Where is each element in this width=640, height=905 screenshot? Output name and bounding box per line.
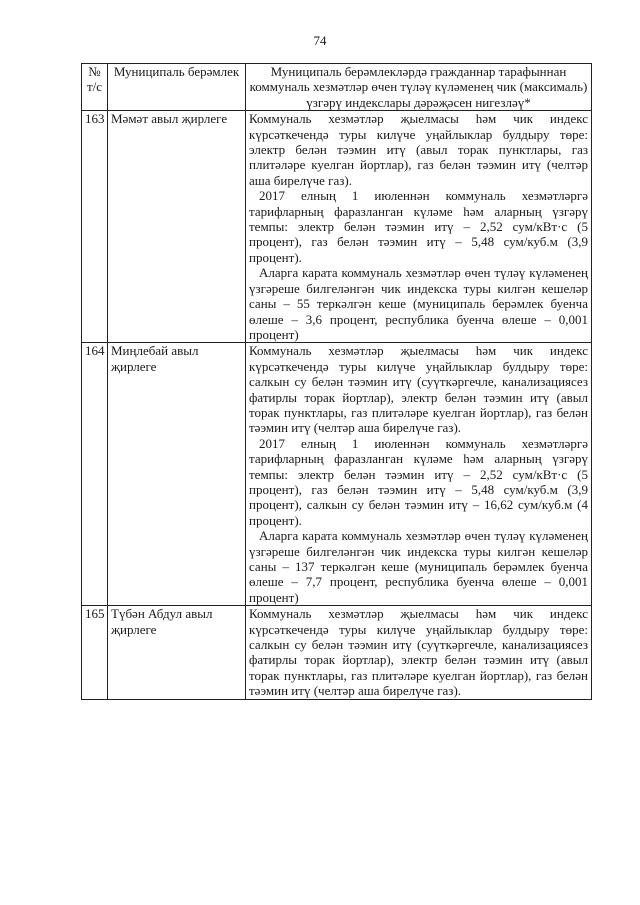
page-number: 74 (313, 33, 327, 48)
row-paragraph: 2017 елның 1 июленнән коммуналь хезмәтләргә тарифларның фаразланган күләме һәм аларның үзгәрү темпы: электр белән тәэмин итү – 2,52 сум/кВт·с (5 процент), газ белән тәэмин итү – 5,48 сум/куб.м (3,9 процент), салкын су белән тәэмин итү – 16,62 сум/куб.м (4 процент). (249, 435, 588, 528)
header-indices: Муниципаль берәмлекләрдә гражданнар тарафыннан коммуналь хезмәтләр өчен түләү күләменең чик (максималь) үзгәрү индекслары дәрәҗәсен нигезләү* (246, 64, 592, 111)
row-paragraph: Коммуналь хезмәтләр җыелмасы һәм чик индекс күрсәткечендә туры килүче уңайлыклар булдыру төре: салкын су белән тәэмин итү (суүткәргечле, канализациясез фатирлы торак йортлар), электр белән тәэмин итү (авыл торак пунктлары, газ плитәләре куелган йортлар), газ белән тәэмин итү (челтәр аша бирелүче газ). (249, 343, 588, 436)
header-number: № т/с (82, 64, 108, 111)
row-content (246, 111, 592, 343)
row-number: 165 (82, 606, 108, 699)
row-municipality: Мәмәт авыл җирлеге (108, 111, 246, 343)
row-content (246, 606, 592, 699)
row-paragraph: Аларга карата коммуналь хезмәтләр өчен түләү күләменең үзгәреше билгеләнгән чик индекска туры килгән кешеләр саны – 55 теркәлгән кеше (муниципаль берәмлек буенча өлеше – 3,6 процент, республика буенча өлеше – 0,001 процент) (249, 265, 588, 342)
row-number: 163 (82, 111, 108, 343)
row-paragraph: Коммуналь хезмәтләр җыелмасы һәм чик индекс күрсәткечендә туры килүче уңайлыклар булдыру төре: салкын су белән тәэмин итү (суүткәргечле, канализациясез фатирлы торак йортлар), электр белән тәэмин итү (авыл торак пунктлары, газ плитәләре куелган йортлар), газ белән тәэмин итү (челтәр аша бирелүче газ). (249, 606, 588, 699)
row-number: 164 (82, 343, 108, 606)
row-municipality: Миңлебай авыл җирлеге (108, 343, 246, 606)
table-header-row (82, 64, 592, 111)
row-paragraph: Коммуналь хезмәтләр җыелмасы һәм чик индекс күрсәткечендә туры килүче уңайлыклар булдыру төре: электр белән тәэмин итү (авыл торак пунктлары, газ плитәләре куелган йортлар), газ белән тәэмин итү (челтәр аша бирелүче газ). (249, 111, 588, 188)
table-row (82, 343, 592, 606)
row-municipality: Түбән Абдул авыл җирлеге (108, 606, 246, 699)
table-row (82, 606, 592, 699)
row-paragraph: Аларга карата коммуналь хезмәтләр өчен түләү күләменең үзгәреше билгеләнгән чик индекска туры килгән кешеләр саны – 137 теркәлгән кеше (муниципаль берәмлек буенча өлеше – 7,7 процент, республика буенча өлеше – 0,001 процент) (249, 528, 588, 605)
tariff-index-table (81, 63, 592, 700)
row-paragraph: 2017 елның 1 июленнән коммуналь хезмәтләргә тарифларның фаразланган күләме һәм аларның үзгәрү темпы: электр белән тәэмин итү – 2,52 сум/кВт·с (5 процент), газ белән тәэмин итү – 5,48 сум/куб.м (3,9 процент). (249, 188, 588, 265)
row-content (246, 343, 592, 606)
header-municipality: Муниципаль берәмлек (108, 64, 246, 111)
table-row (82, 111, 592, 343)
